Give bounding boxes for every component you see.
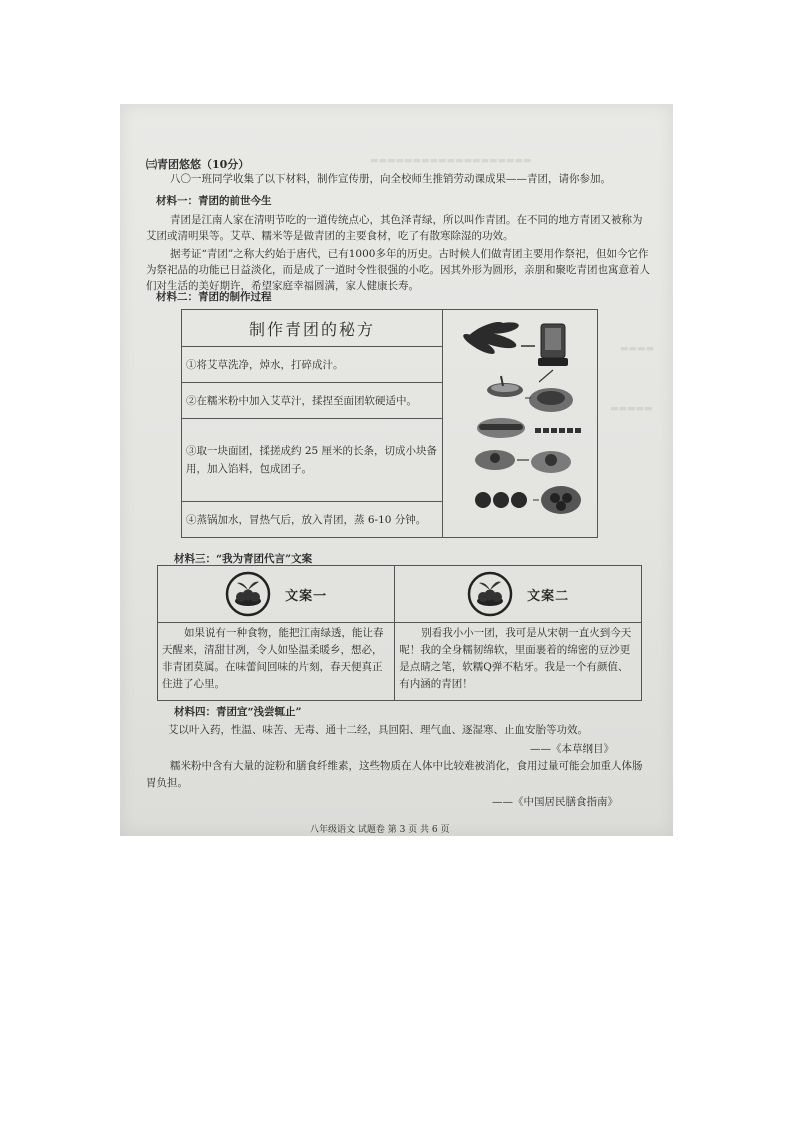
ad1-label: 文案一 [285, 588, 328, 604]
material1-title: 材料一：青团的前世今生 [156, 195, 272, 207]
page-footer: 八年级语文 试题卷 第 3 页 共 6 页 [310, 825, 450, 835]
ad1-header [158, 566, 395, 623]
material2-title: 材料二：青团的制作过程 [156, 291, 272, 303]
qingtuan-process-illustration [443, 310, 597, 534]
intro-text: 八〇一班同学收集了以下材料，制作宣传册，向全校师生推销劳动课成果——青团，请你参加。 [170, 173, 611, 185]
exam-page [120, 104, 673, 836]
section-title: ㈢青团悠悠（10分） [146, 158, 250, 171]
material3-title: 材料三：“我为青团代言”文案 [174, 553, 313, 565]
ad-copy-table [157, 565, 642, 701]
material4-paragraph-1: 艾以叶入药，性温、味苦、无毒、通十二经，具回阳、理气血、逐湿寒、止血安胎等功效。 [168, 724, 588, 736]
qingtuan-badge-icon [467, 571, 513, 617]
ad2-text: 别看我小小一团，我可是从宋朝一直火到今天呢！我的全身糯韧绵软，里面裹着的绵密的豆沙更是点睛之笔，软糯Q弹不粘牙。我是一个有颜值、有内涵的青团！ [395, 623, 642, 701]
bleed-through-text: ▬▬▬▬ [620, 344, 655, 354]
ad2-header [395, 566, 642, 623]
material1-paragraph-2: 据考证“青团”之称大约始于唐代，已有1000多年的历史。古时候人们做青团主要用作祭祀，但如今它作为祭祀品的功能已日益淡化，而是成了一道时令性很强的小吃。因其外形为圆形，亲朋和聚吃青团也寓意着人们对生活的美好期许，希望家庭幸福圆满，家人健康长寿。 [146, 248, 650, 292]
ad1-text: 如果说有一种食物，能把江南绿透，能让春天醒来，清甜甘冽，令人如坠温柔暖乡，想必，非青团莫属。在味蕾间回味的片刻，春天便真正住进了心里。 [158, 623, 395, 701]
material4-paragraph-2: 糯米粉中含有大量的淀粉和膳食纤维素，这些物质在人体中比较难被消化，食用过量可能会加重人体肠胃负担。 [146, 760, 643, 789]
bleed-through-text: ▬▬▬▬▬▬▬▬▬▬▬▬▬▬▬▬▬▬▬ [370, 156, 532, 166]
source-dietary-guide: ——《中国居民膳食指南》 [492, 796, 618, 808]
qingtuan-badge-icon [225, 571, 271, 617]
material4-title: 材料四：青团宜“浅尝辄止” [174, 706, 302, 718]
material1-paragraph-1: 青团是江南人家在清明节吃的一道传统点心，其色泽青绿，所以叫作青团。在不同的地方青团又被称为艾团或清明果等。艾草、糯米等是做青团的主要食材，吃了有散寒除湿的功效。 [146, 214, 643, 242]
recipe-step-2: ②在糯米粉中加入艾草汁，揉捏至面团软硬适中。 [182, 382, 443, 418]
recipe-step-3: ③取一块面团，揉搓成约 25 厘米的长条，切成小块备用，加入馅料，包成团子。 [182, 418, 443, 501]
recipe-table [181, 309, 598, 538]
ad2-label: 文案二 [527, 588, 570, 604]
source-bencao-gangmu: ——《本草纲目》 [530, 743, 614, 755]
recipe-step-4: ④蒸锅加水，冒热气后，放入青团，蒸 6-10 分钟。 [182, 502, 443, 538]
recipe-step-1: ①将艾草洗净，焯水，打碎成汁。 [182, 347, 443, 383]
recipe-table-title: 制作青团的秘方 [182, 310, 443, 347]
bleed-through-text: ▬▬▬▬▬ [610, 404, 653, 414]
recipe-illustration-cell [443, 310, 598, 538]
